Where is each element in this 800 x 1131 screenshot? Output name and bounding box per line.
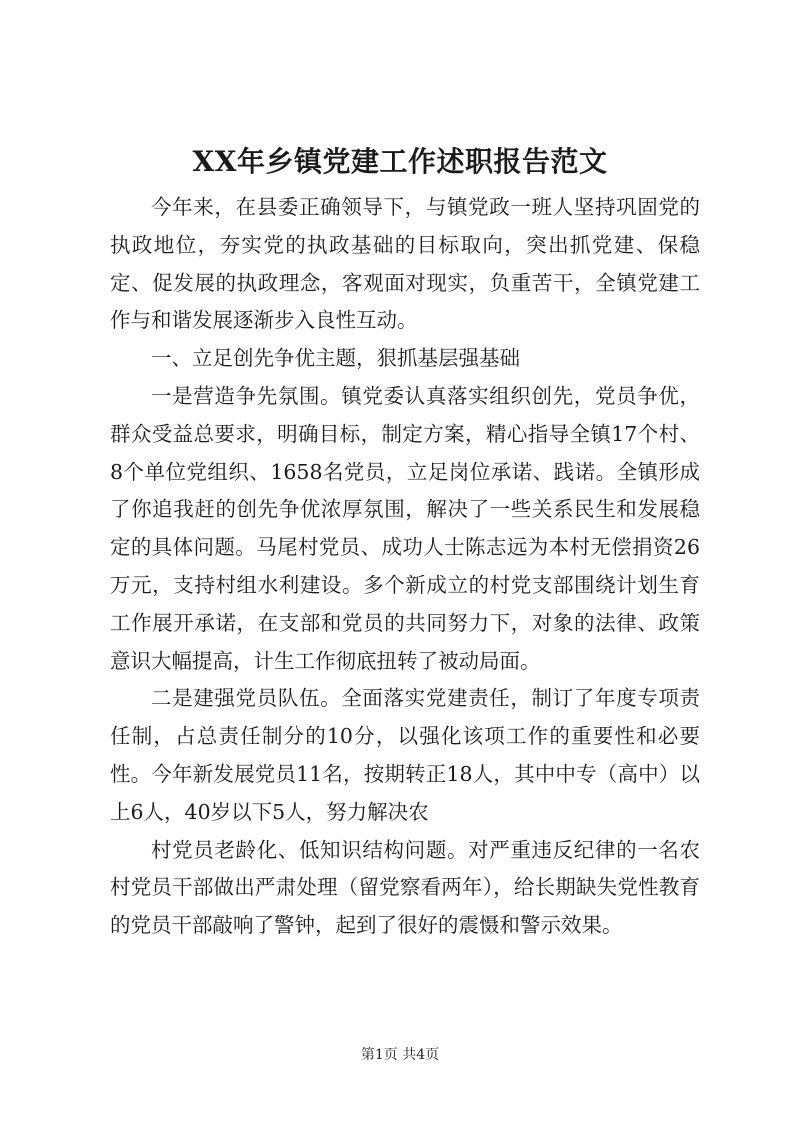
section-heading: 一、立足创先争优主题，狠抓基层强基础 [151,346,520,371]
body-paragraph: 一是营造争先氛围。镇党委认真落实组织创先，党员争优，群众受益总要求，明确目标，制定方案，精心指导全镇17个村、8个单位党组织、1658名党员，立足岗位承诺、践诺。全镇形成了你追我赶的创先争优浓厚氛围，解决了一些关系民生和发展稳定的具体问题。马尾村党员、成功人士陈志远为本村无偿捐资26万元，支持村组水利建设。多个新成立的村党支部围绕计划生育工作展开承诺，在支部和党员的共同努力下，对象的法律、政策意识大幅提高，计生工作彻底扭转了被动局面。 [110,383,700,673]
body-paragraph: 村党员老龄化、低知识结构问题。对严重违反纪律的一名农村党员干部做出严肃处理（留党察看两年），给长期缺失党性教育的党员干部敲响了警钟，起到了很好的震慑和警示效果。 [110,837,700,938]
body-paragraph: 二是建强党员队伍。全面落实党建责任，制订了年度专项责任制，占总责任制分的10分，以强化该项工作的重要性和必要性。今年新发展党员11名，按期转正18人，其中中专（高中）以上6人，40岁以下5人，努力解决农 [110,686,700,824]
document-body [110,189,700,945]
page-number-footer: 第1页 共4页 [360,1047,440,1063]
document-title: XX年乡镇党建工作述职报告范文 [192,145,608,178]
intro-paragraph: 今年来，在县委正确领导下，与镇党政一班人坚持巩固党的执政地位，夯实党的执政基础的目标取向，突出抓党建、保稳定、促发展的执政理念，客观面对现实，负重苦干，全镇党建工作与和谐发展逐渐步入良性互动。 [110,195,700,333]
